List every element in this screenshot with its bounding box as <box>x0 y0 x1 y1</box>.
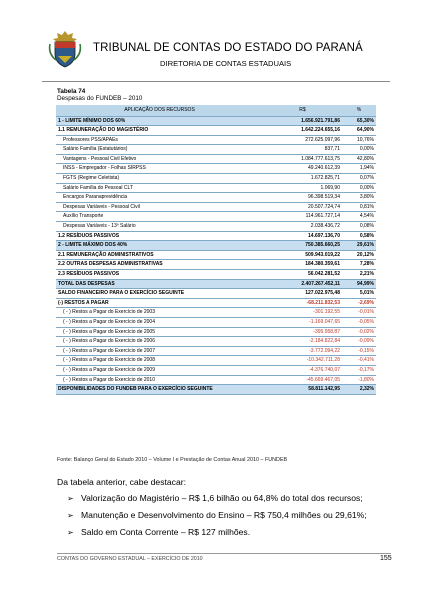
row-label: DISPONIBILIDADES DO FUNDEB PARA O EXERCÍCIO SEGUINTE <box>56 385 263 395</box>
row-percent: 1,94% <box>342 164 376 174</box>
row-amount: 56.042.281,52 <box>263 270 342 280</box>
row-percent: 64,90% <box>342 126 376 136</box>
row-label: SALDO FINANCEIRO PARA O EXERCÍCIO SEGUINTE <box>56 289 263 299</box>
row-amount: 2.038.436,72 <box>263 222 342 232</box>
table-row <box>56 231 376 241</box>
row-percent: -2,69% <box>342 298 376 308</box>
row-percent: 0,81% <box>342 202 376 212</box>
institution-name: TRIBUNAL DE CONTAS DO ESTADO DO PARANÁ <box>93 42 363 54</box>
row-percent: 4,54% <box>342 212 376 222</box>
row-label: 2.2 OUTRAS DESPESAS ADMINISTRATIVAS <box>56 260 263 270</box>
row-amount: 1.672.825,71 <box>263 174 342 184</box>
row-percent: 5,01% <box>342 289 376 299</box>
table-row <box>56 270 376 280</box>
list-item <box>67 524 367 541</box>
row-label: Auxílio Transporte <box>56 212 263 222</box>
row-label: 2.1 REMUNERAÇÃO ADMINISTRATIVOS <box>56 250 263 260</box>
page-number: 155 <box>380 555 392 562</box>
row-percent: -0,15% <box>342 346 376 356</box>
row-percent: -1,80% <box>342 375 376 385</box>
row-label: Vantagens - Pessoal Civil Efetivo <box>56 154 263 164</box>
row-amount: 1.642.224.655,16 <box>263 126 342 136</box>
table-title: Despesas do FUNDEB – 2010 <box>57 95 143 102</box>
row-amount: 14.697.136,70 <box>263 231 342 241</box>
row-amount: 49.240.612,39 <box>263 164 342 174</box>
row-percent: 3,80% <box>342 193 376 203</box>
row-percent: -0,01% <box>342 308 376 318</box>
row-label: Salário Família (Estatutários) <box>56 145 263 155</box>
department-name: DIRETORIA DE CONTAS ESTADUAIS <box>160 59 292 68</box>
row-percent: -0,17% <box>342 365 376 375</box>
arrow-bullet-icon: ➢ <box>67 528 74 537</box>
table-body <box>56 116 376 394</box>
row-percent: 0,00% <box>342 183 376 193</box>
row-amount: 96.398.519,34 <box>263 193 342 203</box>
row-percent: -0,41% <box>342 356 376 366</box>
table-row <box>56 327 376 337</box>
row-amount: -10.342.711,28 <box>263 356 342 366</box>
row-amount: 1.656.921.791,86 <box>263 116 342 126</box>
table-row <box>56 260 376 270</box>
table-row <box>56 193 376 203</box>
table-row <box>56 222 376 232</box>
row-amount: -45.669.467,05 <box>263 375 342 385</box>
row-label: Despesas Variáveis - Pessoal Civil <box>56 202 263 212</box>
row-percent: 0,07% <box>342 174 376 184</box>
table-row <box>56 308 376 318</box>
row-label: 2.3 RESÍDUOS PASSIVOS <box>56 270 263 280</box>
row-label: Professores PSS/APAEs <box>56 135 263 145</box>
row-amount: -3.772.094,22 <box>263 346 342 356</box>
row-percent: 20,12% <box>342 250 376 260</box>
table-row <box>56 154 376 164</box>
footer-divider <box>57 553 391 554</box>
row-amount: 114.961.727,14 <box>263 212 342 222</box>
row-percent: 0,08% <box>342 222 376 232</box>
table-row <box>56 375 376 385</box>
table-row <box>56 183 376 193</box>
row-percent: 2,32% <box>342 385 376 395</box>
row-label: (-) RESTOS A PAGAR <box>56 298 263 308</box>
row-percent: -0,09% <box>342 337 376 347</box>
table-row <box>56 135 376 145</box>
row-label: ( - ) Restos a Pagar do Exercício de 2006 <box>56 337 263 347</box>
row-label: Encargos Paranaprevidência <box>56 193 263 203</box>
arrow-bullet-icon: ➢ <box>67 511 74 520</box>
row-label: 2 - LIMITE MÁXIMO DOS 40% <box>56 241 263 251</box>
list-item-text: Valorização do Magistério – R$ 1,6 bilhão ou 64,8% do total dos recursos; <box>81 493 363 503</box>
row-amount: 127.022.975,48 <box>263 289 342 299</box>
row-label: TOTAL DAS DESPESAS <box>56 279 263 289</box>
row-amount: -395.958,87 <box>263 327 342 337</box>
fundeb-expenses-table <box>56 105 376 395</box>
row-label: ( - ) Restos a Pagar do Exercício de 2008 <box>56 356 263 366</box>
row-percent: 0,58% <box>342 231 376 241</box>
row-label: ( - ) Restos a Pagar do Exercício de 2004 <box>56 317 263 327</box>
row-amount: 58.811.142,95 <box>263 385 342 395</box>
table-source-note: Fonte: Balanço Geral do Estado 2010 – Volume I e Prestação de Contas Anual 2010 – FUNDEB <box>57 457 288 463</box>
row-percent: 2,21% <box>342 270 376 280</box>
table-row <box>56 212 376 222</box>
row-amount: -1.169.047,65 <box>263 317 342 327</box>
row-percent: -0,02% <box>342 327 376 337</box>
row-amount: 837,71 <box>263 145 342 155</box>
row-amount: 2.407.267.452,11 <box>263 279 342 289</box>
row-amount: 184.380.359,61 <box>263 260 342 270</box>
column-header-amount: R$ <box>263 105 342 116</box>
table-row <box>56 241 376 251</box>
row-label: 1.1 REMUNERAÇÃO DO MAGISTÉRIO <box>56 126 263 136</box>
row-label: ( - ) Restos a Pagar do Exercício de 2005 <box>56 327 263 337</box>
table-row <box>56 164 376 174</box>
row-amount: -4.376.740,07 <box>263 365 342 375</box>
arrow-bullet-icon: ➢ <box>67 494 74 503</box>
row-amount: 272.625.097,96 <box>263 135 342 145</box>
row-label: Despesas Variáveis - 13º Salário <box>56 222 263 232</box>
table-row <box>56 317 376 327</box>
table-row <box>56 250 376 260</box>
table-row <box>56 126 376 136</box>
table-row <box>56 116 376 126</box>
row-label: FGTS (Regime Celetista) <box>56 174 263 184</box>
row-label: ( - ) Restos a Pagar do Exercício de 2003 <box>56 308 263 318</box>
list-item <box>67 490 367 507</box>
row-amount: 509.943.019,22 <box>263 250 342 260</box>
row-percent: 0,00% <box>342 145 376 155</box>
table-row <box>56 365 376 375</box>
row-label: INSS - Empregador - Folhas SIRPSS <box>56 164 263 174</box>
table-row <box>56 337 376 347</box>
list-item-text: Saldo em Conta Corrente – R$ 127 milhões. <box>81 527 251 537</box>
row-percent: 29,61% <box>342 241 376 251</box>
table-row <box>56 145 376 155</box>
row-amount: 1.069,90 <box>263 183 342 193</box>
column-header-application: APLICAÇÃO DOS RECURSOS <box>56 105 263 116</box>
row-label: ( - ) Restos a Pagar do Exercício de 2010 <box>56 375 263 385</box>
table-number: Tabela 74 <box>57 88 86 95</box>
row-label: Salário Família do Pessoal CLT <box>56 183 263 193</box>
row-percent: 65,30% <box>342 116 376 126</box>
row-amount: -301.192,55 <box>263 308 342 318</box>
table-row <box>56 279 376 289</box>
state-coat-of-arms-icon <box>48 30 82 68</box>
table-row <box>56 174 376 184</box>
row-percent: -0,05% <box>342 317 376 327</box>
row-percent: 7,28% <box>342 260 376 270</box>
row-amount: 1.084.777.613,75 <box>263 154 342 164</box>
highlights-list <box>67 490 367 541</box>
row-percent: 42,80% <box>342 154 376 164</box>
row-amount: -2.184.822,84 <box>263 337 342 347</box>
row-label: 1.2 RESÍDUOS PASSIVOS <box>56 231 263 241</box>
row-label: ( - ) Restos a Pagar do Exercício de 2007 <box>56 346 263 356</box>
header-divider <box>42 81 390 82</box>
row-amount: 750.385.660,25 <box>263 241 342 251</box>
row-label: 1 - LIMITE MÍNIMO DOS 60% <box>56 116 263 126</box>
intro-paragraph: Da tabela anterior, cabe destacar: <box>57 477 186 487</box>
row-label: ( - ) Restos a Pagar do Exercício de 2009 <box>56 365 263 375</box>
row-percent: 94,99% <box>342 279 376 289</box>
row-percent: 10,76% <box>342 135 376 145</box>
table-row <box>56 346 376 356</box>
table-row <box>56 289 376 299</box>
column-header-percent: % <box>342 105 376 116</box>
row-amount: 20.507.724,74 <box>263 202 342 212</box>
footer-running-title: CONTAS DO GOVERNO ESTADUAL – EXERCÍCIO DE 2010 <box>57 556 203 562</box>
row-amount: -68.211.832,53 <box>263 298 342 308</box>
list-item <box>67 507 367 524</box>
table-row <box>56 202 376 212</box>
list-item-text: Manutenção e Desenvolvimento do Ensino – R$ 750,4 milhões ou 29,61%; <box>81 510 367 520</box>
page-header <box>48 30 398 80</box>
table-row <box>56 356 376 366</box>
table-row <box>56 298 376 308</box>
table-header-row <box>56 105 376 116</box>
table-row <box>56 385 376 395</box>
